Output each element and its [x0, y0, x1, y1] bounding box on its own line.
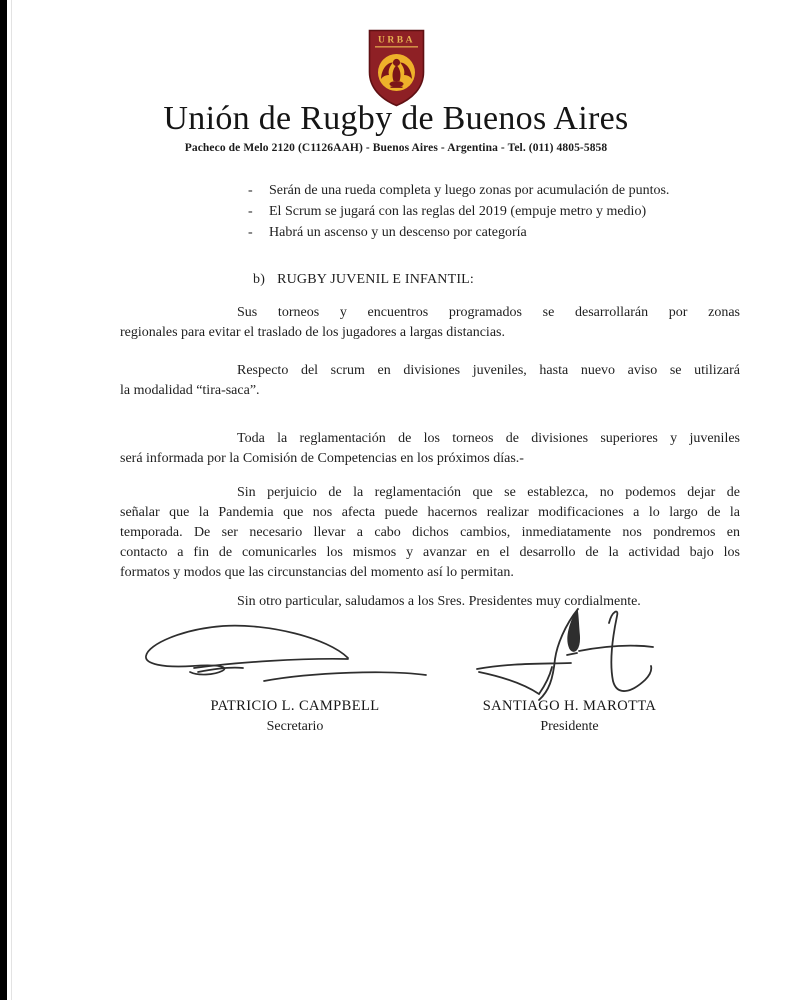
paragraph-line: Respecto del scrum en divisiones juveniles, hasta nuevo aviso se utilizará [237, 363, 740, 378]
president-signature [463, 599, 673, 711]
section-heading [253, 270, 740, 290]
paragraph-line: la modalidad “tira-saca”. [120, 383, 260, 398]
signature-block [120, 612, 740, 762]
paragraph-line: temporada. De ser necesario llevar a cabo dichos cambios, inmediatamente nos pondremos en [120, 525, 740, 540]
section-title: RUGBY JUVENIL E INFANTIL: [277, 272, 475, 287]
paragraph-line: será informada por la Comisión de Competencias en los próximos días.- [120, 451, 524, 466]
urba-crest-logo [368, 29, 425, 107]
paragraph-line: formatos y modos que las circunstancias del momento así lo permitan. [120, 565, 514, 580]
signatory-president [442, 696, 697, 737]
paragraph-line: Sin perjuicio de la reglamentación que se establezca, no podemos dejar de [237, 485, 740, 500]
bullet-dash: - [248, 225, 253, 240]
signatory-secretary [170, 696, 420, 737]
signatory-role: Secretario [266, 719, 324, 734]
section-label: b) [253, 272, 266, 287]
bullet-dash: - [248, 183, 253, 198]
organization-title: Unión de Rugby de Buenos Aires [163, 100, 629, 137]
paragraph-line: señalar que la Pandemia que nos afecta puede hacernos realizar modificaciones a lo largo de la [120, 505, 740, 520]
list-item [248, 201, 740, 222]
crest-rule [375, 46, 418, 48]
paragraph-line: Toda la reglamentación de los torneos de divisiones superiores y juveniles [237, 431, 740, 446]
signatory-name: PATRICIO L. CAMPBELL [210, 698, 380, 714]
crest-wordmark: URBA [377, 35, 415, 46]
letter-body [120, 180, 740, 762]
signatory-name: SANTIAGO H. MAROTTA [482, 698, 657, 714]
scan-edge-bar [0, 0, 7, 1000]
letterhead [0, 0, 792, 154]
paragraph [120, 303, 740, 343]
paragraph [120, 361, 740, 401]
paragraph-line: regionales para evitar el traslado de los jugadores a largas distancias. [120, 325, 505, 340]
bullet-dash: - [248, 204, 253, 219]
paragraph-line: Sin otro particular, saludamos a los Sres. Presidentes muy cordialmente. [237, 594, 641, 609]
paragraph-line: contacto a fin de comunicarles los mismos y avanzar en el desarrollo de la actividad bajo los [120, 545, 740, 560]
address-line: Pacheco de Melo 2120 (C1126AAH) - Buenos Aires - Argentina - Tel. (011) 4805-5858 [184, 142, 608, 154]
secretary-signature [138, 618, 434, 694]
signatory-role: Presidente [540, 719, 599, 734]
paragraph-line: Sus torneos y encuentros programados se desarrollarán por zonas [237, 305, 740, 320]
bullet-list [248, 180, 740, 243]
scan-seam-line [11, 0, 12, 1000]
bullet-text: Serán de una rueda completa y luego zonas por acumulación de puntos. [269, 183, 670, 198]
list-item [248, 180, 740, 201]
bullet-text: Habrá un ascenso y un descenso por categoría [269, 225, 527, 240]
bullet-text: El Scrum se jugará con las reglas del 2019 (empuje metro y medio) [269, 204, 647, 219]
paragraph [120, 429, 740, 469]
list-item [248, 222, 740, 243]
paragraph [120, 483, 740, 583]
